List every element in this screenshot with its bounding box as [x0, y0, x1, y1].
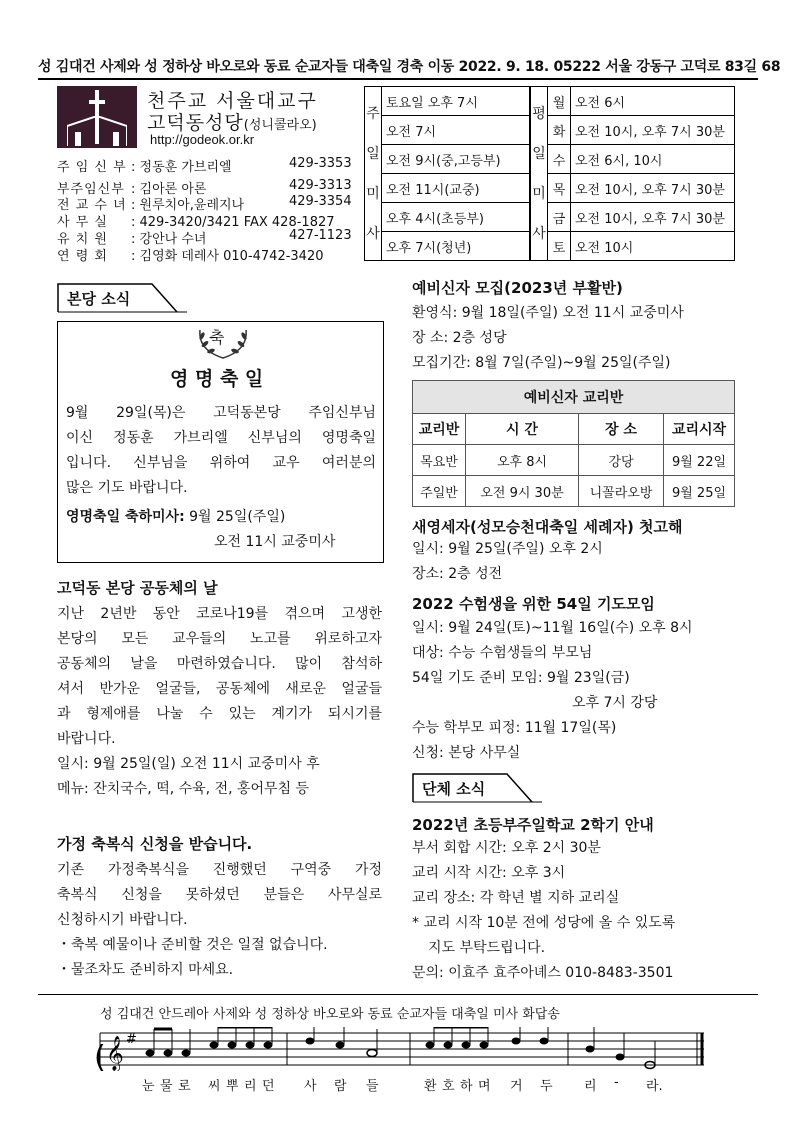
parish-url[interactable]: http://godeok.or.kr	[150, 132, 255, 147]
feast-body: 9월 29일(목)은 고덕동본당 주임신부님 이신 정동훈 가브리엘 신부님의 영명축일 입니다. 신부님을 위하여 교우 여러분의 많은 기도 바랍니다.	[66, 405, 376, 496]
issue-line: 성 김대건 사제와 성 정하상 바오로와 동료 순교자들 대축일 경축 이동 2022. 9. 18. 05222 서울 강동구 고덕로 83길 68	[38, 59, 781, 75]
staff-row: 유 치 원 : 강안나 수녀 427-1123	[57, 228, 352, 247]
feast-mass-time: 오전 11시 교중미사	[214, 534, 336, 550]
class-table-title: 예비신자 교리반	[413, 381, 735, 414]
footer-rule	[38, 994, 758, 995]
mass-time: 오후 4시(초등부)	[382, 203, 530, 232]
music-notes	[92, 1027, 712, 1071]
catechumen-class-table	[412, 380, 735, 507]
mass-day: 목	[548, 174, 571, 203]
svg-text:#: #	[126, 1032, 137, 1047]
mass-time: 오후 7시(청년)	[382, 232, 530, 261]
staff-row: 주 임 신 부 : 정동훈 가브리엘 429-3353	[57, 156, 352, 175]
mass-day: 월	[548, 87, 571, 116]
feast-title: 영 명 축 일	[170, 368, 264, 390]
house-blessing-title: 가정 축복식 신청을 받습니다.	[57, 835, 253, 853]
mass-time: 오전 10시, 오후 7시 30분	[571, 174, 735, 203]
community-day-title: 고덕동 본당 공동체의 날	[57, 579, 218, 597]
staff-row: 부주임신부 : 김아론 아론 429-3313	[57, 178, 352, 197]
feast-badge: 축	[209, 328, 225, 347]
catechumen-info: 환영식: 9월 18일(주일) 오전 11시 교중미사 장 소: 2층 성당 모집기간: 8월 7일(주일)~9월 25일(주일)	[412, 305, 684, 371]
section-tab-group: 단체 소식	[412, 773, 542, 803]
feast-mass: 영명축일 축하미사: 9월 25일(주일)	[66, 509, 286, 525]
header-rule	[38, 78, 758, 80]
mass-time: 오전 9시(중,고등부)	[382, 145, 530, 174]
mass-time: 오전 7시	[382, 116, 530, 145]
staff-row: 전 교 수 녀 : 원루치아,윤레지나 429-3354	[57, 194, 352, 213]
mass-time: 오전 10시	[571, 232, 735, 261]
exam-prayer-info: 일시: 9월 24일(토)~11월 16일(수) 오후 8시 대상: 수능 수험생들의 부모님 54일 기도 준비 모임: 9월 23일(금) 오후 7시 강당 수능 학부모 피정: 11월 17일(목) 신청: 본당 사무실	[412, 620, 693, 761]
mass-day: 토	[548, 232, 571, 261]
mass-day: 금	[548, 203, 571, 232]
confession-info: 일시: 9월 25일(주일) 오후 2시 장소: 2층 성전	[412, 541, 603, 582]
sunday-mass-label: 주 일 미 사	[365, 87, 382, 261]
mass-time: 오전 6시	[571, 87, 735, 116]
table-row: 주일반 오전 9시 30분 니꼴라오방 9월 25일	[413, 476, 735, 507]
weekday-mass-table	[530, 86, 735, 261]
mass-time: 토요일 오후 7시	[382, 87, 530, 116]
svg-text:(: (	[94, 1040, 106, 1071]
song-title: 성 김대건 안드레아 사제와 성 정하상 바오로와 동료 순교자들 대축일 미사 화답송	[100, 1007, 560, 1022]
exam-prayer-title: 2022 수험생을 위한 54일 기도모임	[412, 595, 655, 613]
mass-day: 화	[548, 116, 571, 145]
mass-time: 오전 10시, 오후 7시 30분	[571, 116, 735, 145]
mass-time: 오전 10시, 오후 7시 30분	[571, 203, 735, 232]
parish-name: 고덕동성당(성니콜라오)	[147, 112, 317, 134]
sunday-mass-table	[364, 86, 530, 261]
diocese-name: 천주교 서울대교구	[147, 90, 318, 112]
mass-day: 수	[548, 145, 571, 174]
sunday-school-info: 부서 회합 시간: 오후 2시 30분 교리 시작 시간: 오후 3시 교리 장소: 각 학년 별 지하 교리실 * 교리 시작 10분 전에 성당에 올 수 있도록 지도 부탁드립니다. 문의: 이효주 효주아녜스 010-8483-3501	[412, 840, 676, 981]
mass-time: 오전 11시(교중)	[382, 174, 530, 203]
staff-row: 사 무 실 : 429-3420/3421 FAX 428-1827	[57, 215, 335, 230]
confession-title: 새영세자(성모승천대축일 세례자) 첫고해	[412, 518, 683, 536]
table-row: 목요반 오후 8시 강당 9월 22일	[413, 445, 735, 476]
col-header: 장 소	[579, 414, 664, 445]
community-day-body: 지난 2년반 동안 코로나19를 겪으며 고생한 본당의 모든 교우들의 노고를 위로하고자 공동체의 날을 마련하였습니다. 많이 참석하 셔서 반가운 얼굴들, 공동체에 새로운 얼굴들 과 형제애를 나눌 수 있는 계기가 되시기를 바랍니다. 일시: 9월 25일(일) 오전 11시 교중미사 후 메뉴: 잔치국수, 떡, 수육, 전, 홍어무침 등	[57, 606, 382, 797]
svg-text:𝄞: 𝄞	[106, 1036, 124, 1071]
parish-logo-icon	[57, 86, 137, 148]
staff-row: 연 령 회 : 김영화 데레사 010-4742-3420	[57, 249, 324, 264]
mass-time: 오전 6시, 10시	[571, 145, 735, 174]
weekday-mass-label: 평 일 미 사	[531, 87, 548, 261]
house-blessing-body: 기존 가정축복식을 진행했던 구역중 가정 축복식 신청을 못하셨던 분들은 사무실로 신청하시기 바랍니다. ・축복 예물이나 준비할 것은 일절 없습니다. ・물조차도 준비하지 마세요.	[57, 862, 382, 978]
col-header: 교리반	[413, 414, 466, 445]
col-header: 시 간	[466, 414, 579, 445]
col-header: 교리시작	[664, 414, 735, 445]
sunday-school-title: 2022년 초등부주일학교 2학기 안내	[412, 816, 654, 834]
catechumen-title: 예비신자 모집(2023년 부활반)	[412, 279, 623, 297]
section-tab-parish: 본당 소식	[57, 283, 187, 313]
